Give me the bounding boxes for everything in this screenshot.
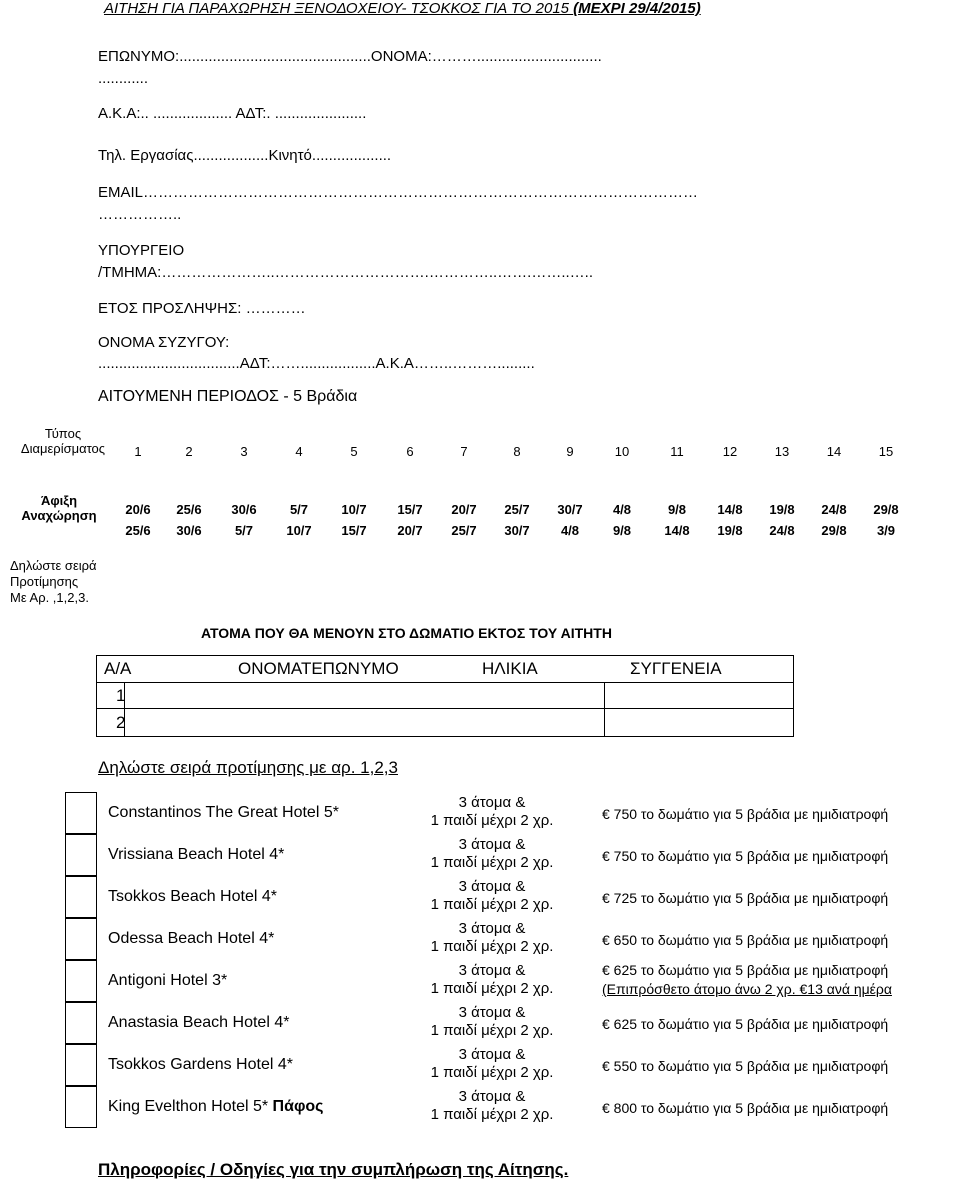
period-dates-8 <box>492 499 542 541</box>
arrival-date: 30/6 <box>231 502 257 517</box>
arrival-label: Άφιξη <box>40 493 78 508</box>
period-number-4: 4 <box>295 444 303 459</box>
departure-date: 5/7 <box>234 523 254 538</box>
period-dates-7 <box>439 499 489 541</box>
hotel-name-text: Odessa Beach Hotel 4* <box>108 930 275 947</box>
title-deadline: (ΜΕΧΡΙ 29/4/2015) <box>573 0 701 17</box>
preference-cell-15[interactable] <box>864 558 908 604</box>
persons-header-age: ΗΛΙΚΙΑ <box>482 659 538 678</box>
persons-row-1[interactable] <box>96 682 794 709</box>
period-number-15: 15 <box>878 444 894 459</box>
hotel-occupancy <box>412 1088 572 1124</box>
hotels-heading: Δηλώστε σειρά προτίμησης με αρ. 1,2,3 <box>98 758 398 777</box>
period-number-10: 10 <box>614 444 630 459</box>
period-dates-1 <box>113 499 163 541</box>
arrival-date: 5/7 <box>289 502 309 517</box>
period-number-9: 9 <box>566 444 574 459</box>
persons-heading: ΑΤΟΜΑ ΠΟΥ ΘΑ ΜΕΝΟΥΝ ΣΤΟ ΔΩΜΑΤΙΟ ΕΚΤΟΣ ΤΟΥ ΑΙΤΗΤΗ <box>201 625 612 641</box>
preference-cell-8[interactable] <box>495 558 539 604</box>
hotel-occupancy-child: 1 παιδί μέχρι 2 χρ. <box>430 896 554 913</box>
departure-date: 24/8 <box>769 523 795 538</box>
arrival-date: 14/8 <box>717 502 743 517</box>
hotel-occupancy-child: 1 παιδί μέχρι 2 χρ. <box>430 854 554 871</box>
hotel-occupancy-adults: 3 άτομα & <box>458 1046 526 1063</box>
hotel-price: € 550 το δωμάτιο για 5 βράδια με ημιδιατροφή <box>602 1058 889 1074</box>
arrival-date: 29/8 <box>873 502 899 517</box>
arrival-date: 15/7 <box>397 502 423 517</box>
period-number-2: 2 <box>185 444 193 459</box>
arrival-date: 4/8 <box>612 502 632 517</box>
name-continuation-field[interactable]: ............ <box>98 70 149 87</box>
type-label <box>0 426 126 456</box>
hotel-name <box>108 1098 323 1116</box>
period-number-7: 7 <box>460 444 468 459</box>
hotel-location: Πάφος <box>272 1098 324 1115</box>
period-dates-11 <box>652 499 702 541</box>
hotel-price: € 725 το δωμάτιο για 5 βράδια με ημιδιατροφή <box>602 890 889 906</box>
preference-cell-4[interactable] <box>277 558 321 604</box>
hotel-preference-box[interactable] <box>65 960 97 1002</box>
preference-cell-10[interactable] <box>600 558 644 604</box>
arrival-date: 25/7 <box>504 502 530 517</box>
hotel-name-text: Antigoni Hotel 3* <box>108 972 228 989</box>
hotel-price: € 625 το δωμάτιο για 5 βράδια με ημιδιατροφή <box>602 1016 889 1032</box>
spouse-details-field[interactable]: ..................................ΑΔΤ:……..................Α.Κ.Α……..………......... <box>98 355 535 372</box>
departure-date: 3/9 <box>876 523 896 538</box>
aka-adt-field[interactable]: Α.Κ.Α:.. ................... ΑΔΤ:. ...................... <box>98 105 367 122</box>
preference-cell-7[interactable] <box>442 558 486 604</box>
hotel-name-text: Tsokkos Beach Hotel 4* <box>108 888 277 905</box>
departure-date: 15/7 <box>341 523 367 538</box>
hotel-occupancy-adults: 3 άτομα & <box>458 1004 526 1021</box>
type-label-line2: Διαμερίσματος <box>20 441 106 456</box>
hotel-name <box>108 1056 293 1074</box>
persons-row-2[interactable] <box>96 708 794 737</box>
preference-label-line1: Δηλώστε σειρά <box>10 558 97 573</box>
hotel-name <box>108 888 277 906</box>
period-number-5: 5 <box>350 444 358 459</box>
hotel-preference-box[interactable] <box>65 1044 97 1086</box>
period-number-11: 11 <box>670 444 684 459</box>
hotel-occupancy-child: 1 παιδί μέχρι 2 χρ. <box>430 1106 554 1123</box>
period-dates-14 <box>809 499 859 541</box>
hotel-occupancy-adults: 3 άτομα & <box>458 794 526 811</box>
hotel-preference-box[interactable] <box>65 792 97 834</box>
preference-cell-2[interactable] <box>167 558 211 604</box>
period-number-3: 3 <box>240 444 248 459</box>
hotel-name <box>108 1014 289 1032</box>
hotel-occupancy <box>412 962 572 998</box>
page-title <box>104 0 701 17</box>
period-number-14: 14 <box>826 444 842 459</box>
hotel-price-note: (Επιπρόσθετο άτομο άνω 2 χρ. €13 ανά ημέρα <box>602 981 892 997</box>
department-field[interactable]: /ΤΜΗΜΑ:…………………..………………………….…………..…….……..….. <box>98 264 593 281</box>
departure-date: 20/7 <box>397 523 423 538</box>
period-dates-6 <box>385 499 435 541</box>
departure-date: 19/8 <box>717 523 743 538</box>
period-dates-4 <box>274 499 324 541</box>
hotel-occupancy <box>412 794 572 830</box>
arrival-date: 24/8 <box>821 502 847 517</box>
requested-period-heading: ΑΙΤΟΥΜΕΝΗ ΠΕΡΙΟΔΟΣ - 5 Βράδια <box>98 388 358 405</box>
type-label-line1: Τύπος <box>44 426 82 441</box>
preference-label <box>10 558 97 606</box>
arrival-date: 9/8 <box>667 502 687 517</box>
spouse-name-label: ΟΝΟΜΑ ΣΥΖΥΓΟΥ: <box>98 334 230 351</box>
arrival-date: 20/6 <box>125 502 151 517</box>
departure-date: 14/8 <box>664 523 690 538</box>
hotel-name <box>108 972 227 990</box>
hotel-name-text: Tsokkos Gardens Hotel 4* <box>108 1056 293 1073</box>
arrival-departure-label <box>0 493 118 523</box>
hotel-name <box>108 930 274 948</box>
email-continuation-field[interactable]: …………….. <box>98 206 182 223</box>
departure-date: 25/7 <box>451 523 477 538</box>
hotel-preference-box[interactable] <box>65 876 97 918</box>
departure-date: 10/7 <box>286 523 312 538</box>
period-dates-5 <box>329 499 379 541</box>
hotel-occupancy-adults: 3 άτομα & <box>458 920 526 937</box>
hotel-preference-box[interactable] <box>65 1086 97 1128</box>
persons-col-divider-2 <box>604 682 605 737</box>
period-number-1: 1 <box>134 444 142 459</box>
hotel-price: € 750 το δωμάτιο για 5 βράδια με ημιδιατροφή <box>602 806 889 822</box>
hiring-year-field[interactable]: ΕΤΟΣ ΠΡΟΣΛΗΨΗΣ: ………… <box>98 300 306 317</box>
persons-header-aa: Α/Α <box>104 659 132 678</box>
departure-date: 9/8 <box>612 523 632 538</box>
persons-row-1-number: 1 <box>116 686 126 705</box>
preference-cell-6[interactable] <box>388 558 432 604</box>
departure-date: 30/6 <box>176 523 202 538</box>
period-dates-2 <box>164 499 214 541</box>
persons-header-name: ΟΝΟΜΑΤΕΠΩΝΥΜΟ <box>238 659 399 678</box>
hotel-occupancy-adults: 3 άτομα & <box>458 836 526 853</box>
arrival-date: 10/7 <box>341 502 367 517</box>
hotel-name-text: King Evelthon Hotel 5* <box>108 1098 273 1115</box>
instructions-footer: Πληροφορίες / Οδηγίες για την συμπλήρωση της Αίτησης. <box>98 1160 569 1179</box>
hotel-occupancy-child: 1 παιδί μέχρι 2 χρ. <box>430 938 554 955</box>
preference-label-line3: Με Αρ. ,1,2,3. <box>10 590 89 605</box>
arrival-date: 30/7 <box>557 502 583 517</box>
departure-date: 29/8 <box>821 523 847 538</box>
arrival-date: 19/8 <box>769 502 795 517</box>
preference-cell-12[interactable] <box>708 558 752 604</box>
hotel-name-text: Constantinos The Great Hotel 5* <box>108 804 339 821</box>
hotel-occupancy-adults: 3 άτομα & <box>458 878 526 895</box>
hotel-occupancy <box>412 1046 572 1082</box>
period-number-8: 8 <box>513 444 521 459</box>
phone-field[interactable]: Τηλ. Εργασίας..................Κινητό................... <box>98 147 392 164</box>
hotel-occupancy-child: 1 παιδί μέχρι 2 χρ. <box>430 980 554 997</box>
hotel-name-text: Anastasia Beach Hotel 4* <box>108 1014 290 1031</box>
preference-cell-13[interactable] <box>760 558 804 604</box>
period-dates-12 <box>705 499 755 541</box>
hotel-price: € 650 το δωμάτιο για 5 βράδια με ημιδιατροφή <box>602 932 889 948</box>
preference-label-line2: Προτίμησης <box>10 574 79 589</box>
persons-header-relation: ΣΥΓΓΕΝΕΙΑ <box>630 659 722 678</box>
departure-date: 30/7 <box>504 523 530 538</box>
hotel-name <box>108 846 284 864</box>
period-dates-9 <box>545 499 595 541</box>
email-field[interactable]: EMAIL………………………………………………………………………………………………… <box>98 184 699 201</box>
ministry-label: ΥΠΟΥΡΓΕΙΟ <box>98 242 185 259</box>
surname-name-field[interactable]: ΕΠΩΝΥΜΟ:..............................................ΟΝΟΜΑ:……….............................. <box>98 48 602 65</box>
hotel-preference-box[interactable] <box>65 1002 97 1044</box>
arrival-date: 20/7 <box>451 502 477 517</box>
hotel-occupancy <box>412 920 572 956</box>
preference-cell-11[interactable] <box>655 558 699 604</box>
preference-cell-9[interactable] <box>548 558 592 604</box>
hotel-occupancy-child: 1 παιδί μέχρι 2 χρ. <box>430 1064 554 1081</box>
hotel-price: € 750 το δωμάτιο για 5 βράδια με ημιδιατροφή <box>602 848 889 864</box>
period-dates-15 <box>861 499 911 541</box>
period-dates-3 <box>219 499 269 541</box>
departure-label: Αναχώρηση <box>21 508 97 523</box>
hotel-name <box>108 804 339 822</box>
title-text: ΑΙΤΗΣΗ ΓΙΑ ΠΑΡΑΧΩΡΗΣΗ ΞΕΝΟΔΟΧΕΙΟΥ- ΤΣΟΚΚΟΣ ΓΙΑ ΤΟ 2015 <box>104 0 574 17</box>
persons-row-2-number: 2 <box>116 713 126 732</box>
hotel-price: € 800 το δωμάτιο για 5 βράδια με ημιδιατροφή <box>602 1100 889 1116</box>
period-number-6: 6 <box>406 444 414 459</box>
hotel-occupancy-adults: 3 άτομα & <box>458 962 526 979</box>
hotel-occupancy <box>412 878 572 914</box>
preference-cell-5[interactable] <box>332 558 376 604</box>
departure-date: 4/8 <box>560 523 580 538</box>
hotel-occupancy <box>412 836 572 872</box>
arrival-date: 25/6 <box>176 502 202 517</box>
hotel-occupancy-child: 1 παιδί μέχρι 2 χρ. <box>430 812 554 829</box>
period-dates-13 <box>757 499 807 541</box>
preference-cell-3[interactable] <box>222 558 266 604</box>
period-number-12: 12 <box>722 444 738 459</box>
period-dates-10 <box>597 499 647 541</box>
hotel-occupancy-adults: 3 άτομα & <box>458 1088 526 1105</box>
hotel-occupancy <box>412 1004 572 1040</box>
hotel-price: € 625 το δωμάτιο για 5 βράδια με ημιδιατροφή <box>602 962 889 978</box>
hotel-preference-box[interactable] <box>65 834 97 876</box>
preference-cell-1[interactable] <box>116 558 160 604</box>
period-number-13: 13 <box>774 444 790 459</box>
departure-date: 25/6 <box>125 523 151 538</box>
preference-cell-14[interactable] <box>812 558 856 604</box>
hotel-preference-box[interactable] <box>65 918 97 960</box>
hotel-occupancy-child: 1 παιδί μέχρι 2 χρ. <box>430 1022 554 1039</box>
hotel-name-text: Vrissiana Beach Hotel 4* <box>108 846 285 863</box>
